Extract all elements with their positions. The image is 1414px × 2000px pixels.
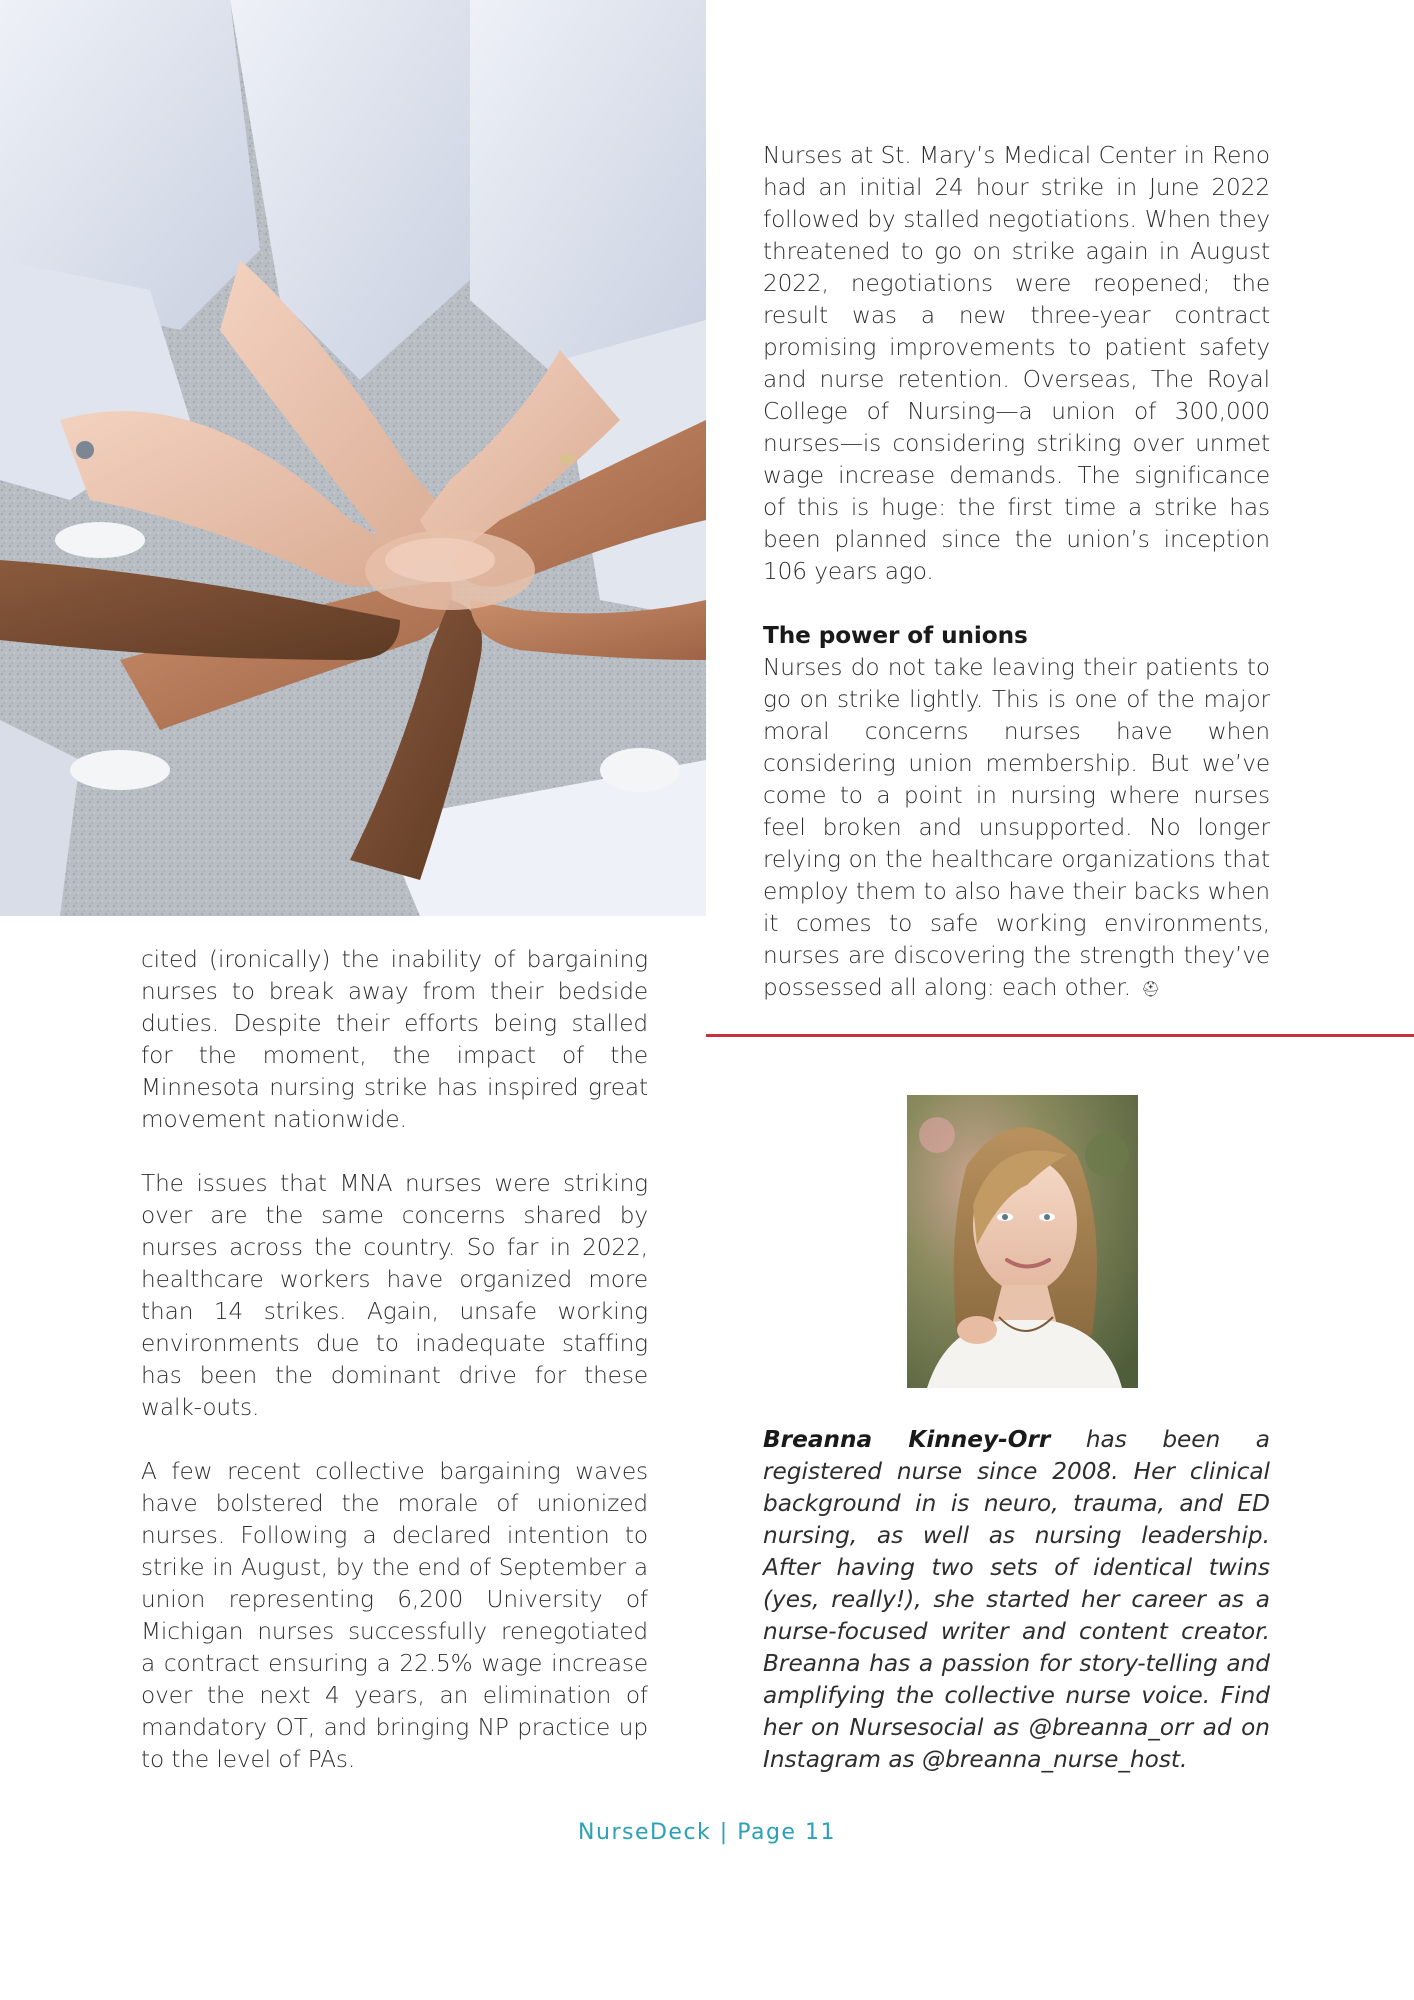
paragraph-power-of-unions-text: Nurses do not take leaving their patients to go on strike lightly. This is one of the major moral concerns nurses have when considering union membership. But we’ve come to a point in nursing where nurses feel broken and unsupported. No longer relying on the healthcare organizations that employ them to also have their backs when it comes to safe working environments, nurses are discovering the strength they’ve possessed all along: each other. bbox=[763, 654, 1270, 1001]
section-divider bbox=[706, 1034, 1414, 1037]
paragraph-st-marys-strike: Nurses at St. Mary’s Medical Center in Reno had an initial 24 hour strike in June 2022 followed by stalled negotiations. When they threatened to go on strike again in August 2022, negotiations were reopened; the result was a new three-year contract promising improvements to patient safety and nurse retention. Overseas, The Royal College of Nursing—a union of 300,000 nurses—is considering striking over unmet wage increase demands. The significance of this is huge: the first time a strike has been planned since the union’s inception 106 years ago. bbox=[763, 142, 1270, 585]
hero-photo-stacked-hands bbox=[0, 0, 706, 916]
paragraph-minnesota-strike: cited (ironically) the inability of bargaining nurses to break away from their bedside duties. Despite their efforts being stalled for the moment, the impact of the Minnesota nursing strike has inspired great movement nationwide. bbox=[141, 946, 648, 1133]
paragraph-power-of-unions bbox=[763, 652, 1270, 1005]
author-bio bbox=[763, 1424, 1270, 1776]
paragraph-bargaining-waves: A few recent collective bargaining waves have bolstered the morale of unionized nurses. Following a declared intention to strike in August, by the end of September a union representing 6,200 University of Michigan nurses successfully renegotiated a contract ensuring a 22.5% wage increase over the next 4 years, an elimination of mandatory OT, and bringing NP practice up to the level of PAs. bbox=[141, 1458, 648, 1773]
paragraph-mna-issues: The issues that MNA nurses were striking over are the same concerns shared by nurses across the country. So far in 2022, healthcare workers have organized more than 14 strikes. Again, unsafe working environments due to inadequate staffing has been the dominant drive for these walk-outs. bbox=[141, 1170, 648, 1421]
author-name: Breanna Kinney-Orr bbox=[763, 1426, 1051, 1453]
article-column-left bbox=[141, 944, 648, 1808]
author-bio-text: has been a registered nurse since 2008. Her clinical background in is neuro, trauma, and ED nursing, as well as nursing leadership. After having two sets of identical twins (yes, really!), she started her career as a nurse-focused writer and content creator. Breanna has a passion for story-telling and amplifying the collective nurse voice. Find her on Nursesocial as @breanna_orr ad on Instagram as @breanna_nurse_host. bbox=[763, 1426, 1270, 1773]
section-heading-power-of-unions: The power of unions bbox=[763, 622, 1028, 649]
article-column-right bbox=[763, 140, 1270, 1037]
article-end-icon: ⛑ bbox=[1141, 979, 1161, 998]
author-portrait bbox=[907, 1095, 1138, 1388]
page-footer: NurseDeck | Page 11 bbox=[578, 1820, 836, 1845]
